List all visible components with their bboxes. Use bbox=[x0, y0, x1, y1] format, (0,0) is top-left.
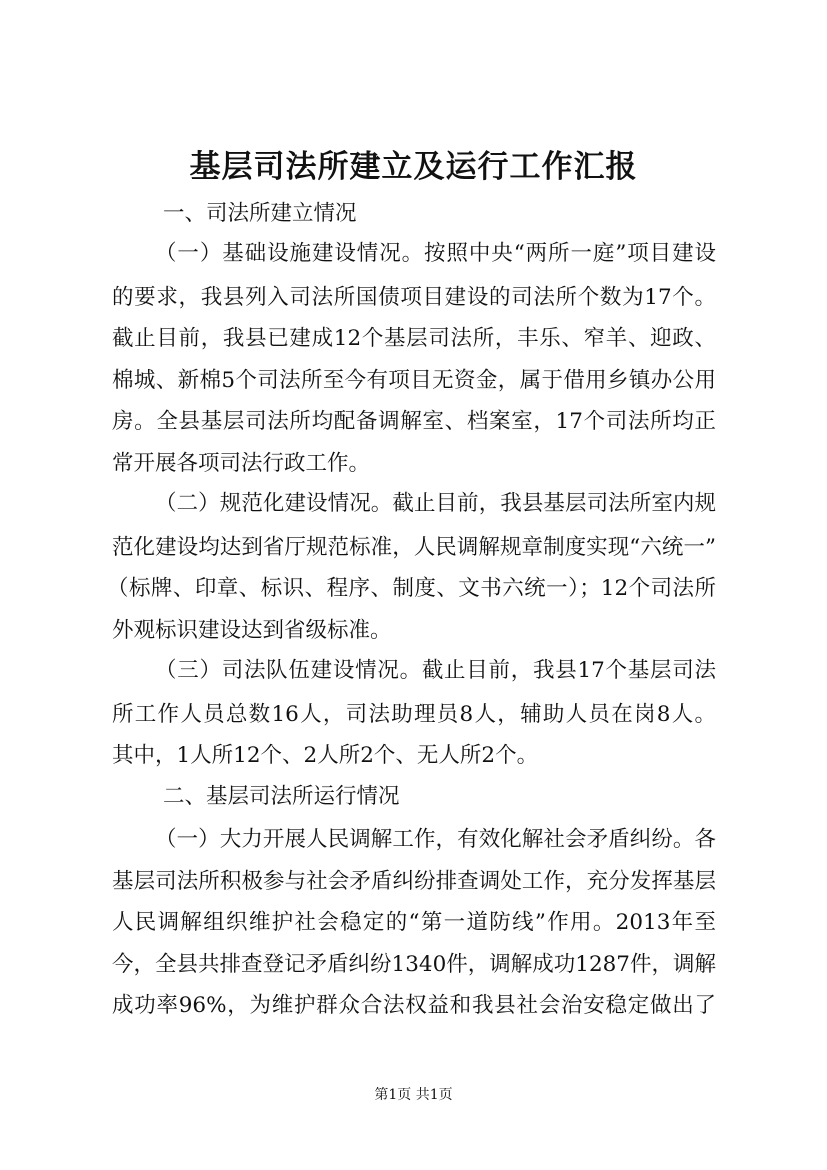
paragraph-line: 外观标识建设达到省级标准。 bbox=[112, 618, 392, 643]
paragraph-line: 其中，1人所12个、2人所2个、无人所2个。 bbox=[112, 743, 539, 768]
paragraph-line: （二）规范化建设情况。截止目前，我县基层司法所室内规 bbox=[155, 491, 716, 516]
paragraph-line: 人民调解组织维护社会稳定的“第一道防线”作用。2013年至 bbox=[112, 910, 716, 935]
paragraph-line: 范化建设均达到省厅规范标准，人民调解规章制度实现“六统一” bbox=[112, 535, 716, 560]
paragraph-line: 成功率96%，为维护群众合法权益和我县社会治安稳定做出了 bbox=[112, 993, 716, 1018]
paragraph-line: 常开展各项司法行政工作。 bbox=[112, 451, 371, 476]
paragraph-line: （三）司法队伍建设情况。截止目前，我县17个基层司法 bbox=[155, 658, 716, 683]
paragraph-line: 基层司法所积极参与社会矛盾纠纷排查调处工作，充分发挥基层 bbox=[112, 869, 716, 894]
paragraph-line: 房。全县基层司法所均配备调解室、档案室，17个司法所均正 bbox=[112, 409, 716, 434]
document-title: 基层司法所建立及运行工作汇报 bbox=[189, 149, 638, 185]
paragraph-line: （标牌、印章、标识、程序、制度、文书六统一）；12个司法所 bbox=[107, 576, 716, 601]
paragraph-line: 棉城、新棉5个司法所至今有项目无资金，属于借用乡镇办公用 bbox=[112, 368, 716, 393]
heading-section-1: 一、司法所建立情况 bbox=[163, 201, 357, 226]
paragraph-line: （一）大力开展人民调解工作，有效化解社会矛盾纠纷。各 bbox=[155, 827, 716, 852]
paragraph-line: 所工作人员总数16人，司法助理员8人，辅助人员在岗8人。 bbox=[112, 702, 716, 727]
paragraph-line: 今，全县共排查登记矛盾纠纷1340件，调解成功1287件，调解 bbox=[112, 952, 716, 977]
paragraph-line: 截止目前，我县已建成12个基层司法所，丰乐、窄羊、迎政、 bbox=[112, 326, 716, 351]
paragraph-line: （一）基础设施建设情况。按照中央“两所一庭”项目建设 bbox=[155, 241, 716, 266]
paragraph-line: 的要求，我县列入司法所国债项目建设的司法所个数为17个。 bbox=[112, 285, 716, 310]
page-number-footer: 第1页 共1页 bbox=[374, 1087, 453, 1103]
heading-section-2: 二、基层司法所运行情况 bbox=[163, 784, 400, 809]
